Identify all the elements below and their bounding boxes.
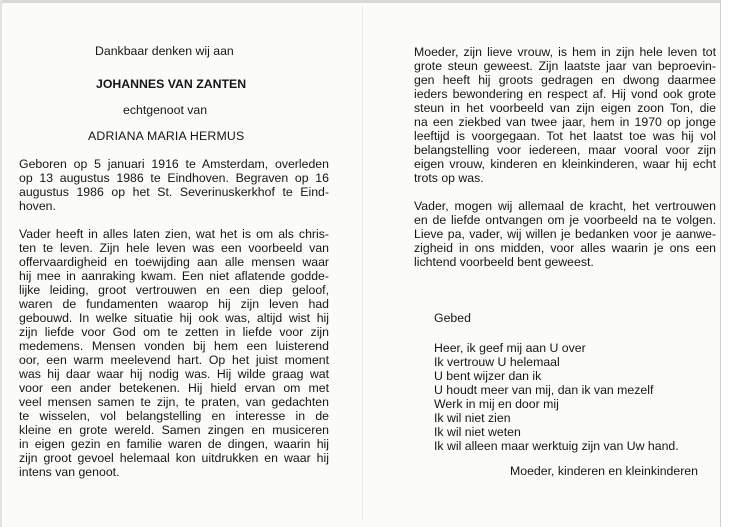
farewell-line: Vader, mogen wij allemaal de kracht, het vertrouwen [414, 199, 716, 213]
prayer-title: Gebed [434, 311, 471, 325]
deceased-name: JOHANNES VAN ZANTEN [96, 77, 247, 91]
tribute-line: veel mensen samen te zijn, te praten, van gedachten [19, 395, 329, 409]
tribute-line: intens van genoot. [19, 465, 120, 479]
card-fold [362, 6, 363, 521]
prayer-line: Ik wil niet zien [434, 411, 511, 425]
mother-line: eigen vrouw, kinderen en kleinkinderen, waar hij echt [414, 157, 716, 171]
tribute-line: zijn groot gevoel helemaal kon uitdrukken en waar hij [19, 451, 329, 465]
farewell-paragraph [414, 199, 716, 269]
tribute-line: te wisselen, vol belangstelling en interesse in de [19, 409, 329, 423]
prayer-line: Heer, ik geef mij aan U over [434, 341, 586, 355]
prayer-verse [434, 341, 679, 453]
mother-line: na een ziekbed van twee jaar, hem in 1970 op jonge [414, 115, 716, 129]
card-edge-top [0, 0, 735, 3]
tribute-line: gebouwd. In welke situatie hij ook was, altijd wist hij [19, 311, 329, 325]
tribute-line: offervaardigheid en toewijding aan alle mensen waar [19, 255, 329, 269]
mother-line: leeftijd is voorgegaan. Tot het laatst toe was hij vol [414, 129, 716, 143]
farewell-line: en de liefde ontvangen om je voorbeeld na te volgen. [414, 213, 716, 227]
signature: Moeder, kinderen en kleinkinderen [510, 464, 698, 478]
tribute-line: Vader heeft in alles laten zien, wat het is om als chris- [19, 227, 329, 241]
mother-paragraph [414, 45, 716, 185]
tribute-line: zijn liefde voor God om te zetten in liefde voor zijn [19, 325, 329, 339]
tribute-line: was hij daar waar hij nodig was. Hij wilde graag wat [19, 367, 329, 381]
dates-line: op 13 augustus 1986 te Eindhoven. Begraven op 16 [19, 171, 329, 185]
mother-line: grote steun geweest. Zijn laatste jaar van beproevin- [414, 59, 716, 73]
dates-paragraph [19, 157, 329, 213]
tribute-line: kleine en grote wereld. Samen zingen en musiceren [19, 423, 329, 437]
farewell-line: zigheid in ons midden, voor alles waarin je ons een [414, 241, 716, 255]
tribute-paragraph [19, 227, 329, 479]
tribute-line: waren de fundamenten waarop hij zijn leven had [19, 297, 329, 311]
mother-line: ieders bewondering en respect af. Hij vond ook grote [414, 87, 716, 101]
mother-line: trots op was. [414, 171, 484, 185]
prayer-line: Ik vertrouw U helemaal [434, 355, 560, 369]
tribute-line: lijke leiding, groot vertrouwen en een diep geloof, [19, 283, 329, 297]
card-edge-right [720, 0, 735, 527]
mother-line: gen heeft hij groots gedragen en dwong daarmee [414, 73, 716, 87]
tribute-line: in eigen gezin en familie waren de dingen, waarin hij [19, 437, 329, 451]
relation-text: echtgenoot van [123, 103, 208, 117]
tribute-line: hij mee in aanraking kwam. Een niet aflatende godde- [19, 269, 329, 283]
mother-line: Moeder, zijn lieve vrouw, is hem in zijn hele leven tot [414, 45, 716, 59]
farewell-line: lichtend voorbeeld bent geweest. [414, 255, 594, 269]
mother-line: belangstelling voor iedereen, maar vooral voor zijn [414, 143, 716, 157]
dates-line: augustus 1986 op het St. Severinuskerkhof te Eind- [19, 185, 329, 199]
card-edge-left [0, 0, 2, 527]
prayer-line: U bent wijzer dan ik [434, 369, 542, 383]
farewell-line: Lieve pa, vader, wij willen je bedanken voor je aanwe- [414, 227, 716, 241]
spouse-name: ADRIANA MARIA HERMUS [88, 129, 245, 143]
dates-line: Geboren op 5 januari 1916 te Amsterdam, overleden [19, 157, 329, 171]
tribute-line: medemens. Mensen vonden bij hem een luisterend [19, 339, 329, 353]
prayer-line: Ik wil niet weten [434, 425, 521, 439]
tribute-line: voor een ander betekenen. Hij hield ervan om met [19, 381, 329, 395]
tribute-line: oor, een warm meelevend hart. Op het juist moment [19, 353, 329, 367]
mother-line: steun in het voorbeeld van zijn eigen zoon Ton, die [414, 101, 716, 115]
dates-line: hoven. [19, 199, 56, 213]
prayer-line: Werk in mij en door mij [434, 397, 559, 411]
tribute-line: ten te leven. Zijn hele leven was een voorbeeld van [19, 241, 329, 255]
prayer-line: Ik wil alleen maar werktuig zijn van Uw hand. [434, 439, 679, 453]
intro-text: Dankbaar denken wij aan [95, 44, 234, 58]
prayer-line: U houdt meer van mij, dan ik van mezelf [434, 383, 654, 397]
